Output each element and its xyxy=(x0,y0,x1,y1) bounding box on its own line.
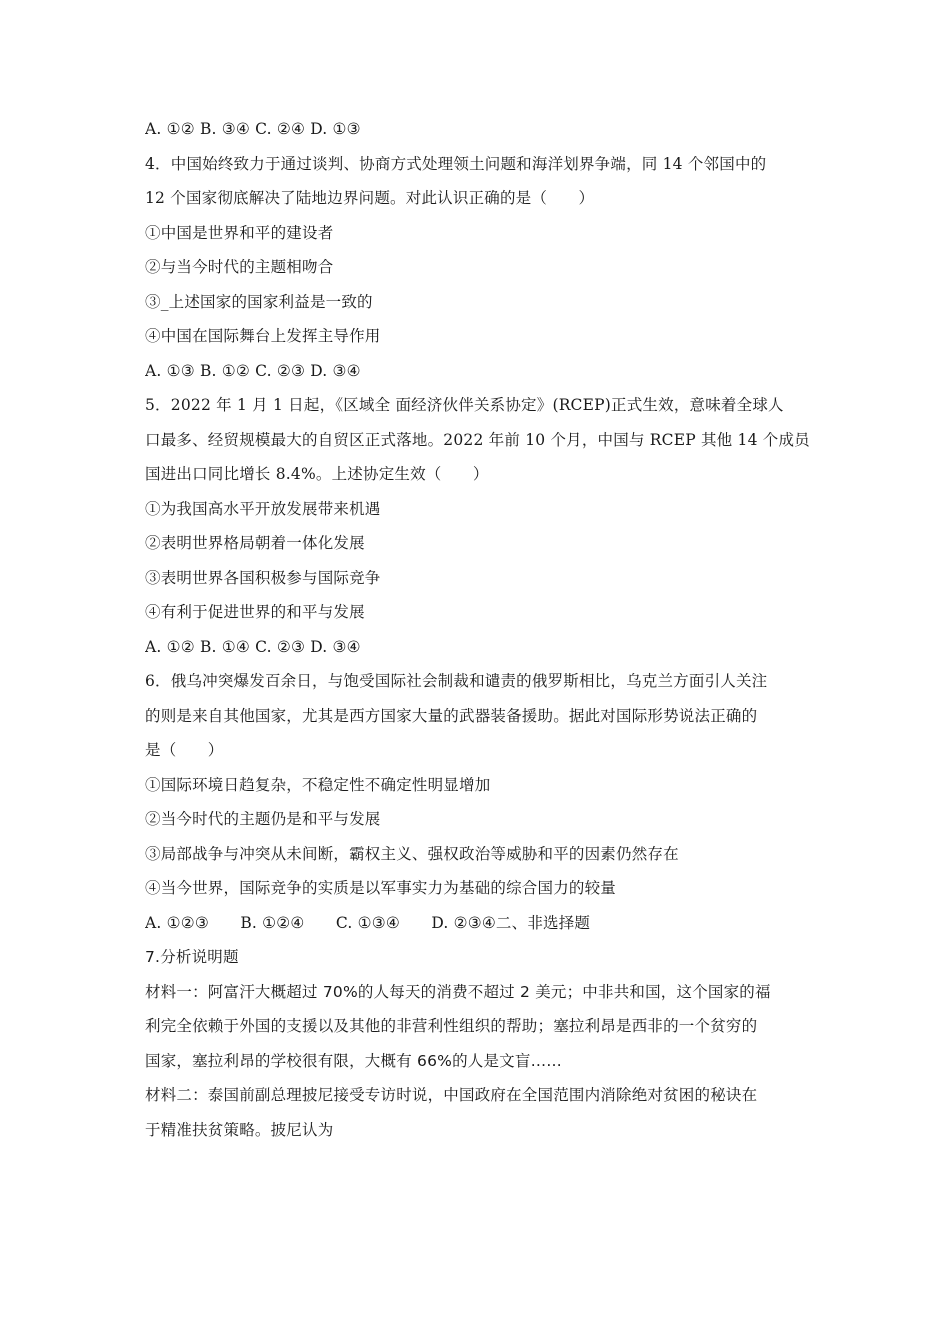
q5-options: A. ①② B. ①④ C. ②③ D. ③④ xyxy=(145,637,361,656)
q6-stem-line-2: 的则是来自其他国家，尤其是西方国家大量的武器装备援助。据此对国际形势说法正确的 xyxy=(145,706,758,725)
q4-statement-4: ④中国在国际舞台上发挥主导作用 xyxy=(145,327,381,345)
q5-statement-3: ③表明世界各国积极参与国际竞争 xyxy=(145,568,381,587)
material-1-line-3: 国家，塞拉利昂的学校很有限，大概有 66%的人是文盲…… xyxy=(145,1051,562,1070)
q7-heading: 7.分析说明题 xyxy=(145,948,239,966)
q4-statement-2: ②与当今时代的主题相吻合 xyxy=(145,258,334,276)
q4-statement-1: ①中国是世界和平的建设者 xyxy=(145,223,334,242)
q6-statement-1: ①国际环境日趋复杂，不稳定性不确定性明显增加 xyxy=(145,775,491,794)
q6-stem-line-1: 6．俄乌冲突爆发百余日，与饱受国际社会制裁和谴责的俄罗斯相比，乌克兰方面引人关注 xyxy=(145,672,768,690)
q5-statement-2: ②表明世界格局朝着一体化发展 xyxy=(145,534,365,552)
q5-stem-line-1: 5．2022 年 1 月 1 日起，《区域全 面经济伙伴关系协定》(RCEP)正式生效，意味着全球人 xyxy=(145,396,784,414)
q6-statement-3: ③局部战争与冲突从未间断，霸权主义、强权政治等威胁和平的因素仍然存在 xyxy=(145,844,679,863)
q5-stem-line-3: 国进出口同比增长 8.4%。上述协定生效（ ） xyxy=(145,465,489,483)
document-body xyxy=(145,112,810,1147)
material-1-line-1: 材料一：阿富汗大概超过 70%的人每天的消费不超过 2 美元；中非共和国，这个国家的福 xyxy=(145,982,771,1001)
q6-stem-line-3: 是（ ） xyxy=(145,741,224,759)
q6-statement-4: ④当今世界，国际竞争的实质是以军事实力为基础的综合国力的较量 xyxy=(145,879,617,897)
q4-stem-line-2: 12 个国家彻底解决了陆地边界问题。对此认识正确的是（ ） xyxy=(145,189,595,207)
q6-options-and-section-heading: A. ①②③ B. ①②④ C. ①③④ D. ②③④二、非选择题 xyxy=(145,913,591,932)
q4-options: A. ①③ B. ①② C. ②③ D. ③④ xyxy=(145,361,361,380)
q6-statement-2: ②当今时代的主题仍是和平与发展 xyxy=(145,810,381,828)
material-2-line-1: 材料二：泰国前副总理披尼接受专访时说，中国政府在全国范围内消除绝对贫困的秘诀在 xyxy=(145,1086,758,1104)
material-1-line-2: 利完全依赖于外国的支援以及其他的非营利性组织的帮助；塞拉利昂是西非的一个贫穷的 xyxy=(145,1017,758,1035)
q3-options: A. ①② B. ③④ C. ②④ D. ①③ xyxy=(145,120,361,138)
q5-statement-4: ④有利于促进世界的和平与发展 xyxy=(145,603,365,621)
q5-stem-line-2: 口最多、经贸规模最大的自贸区正式落地。2022 年前 10 个月，中国与 RCEP 其他 14 个成员 xyxy=(145,430,810,449)
q5-statement-1: ①为我国高水平开放发展带来机遇 xyxy=(145,499,381,518)
q4-stem-line-1: 4．中国始终致力于通过谈判、协商方式处理领土问题和海洋划界争端，同 14 个邻国中的 xyxy=(145,154,767,173)
q4-statement-3: ③_上述国家的国家利益是一致的 xyxy=(145,292,373,311)
material-2-line-2: 于精准扶贫策略。披尼认为 xyxy=(145,1120,334,1139)
